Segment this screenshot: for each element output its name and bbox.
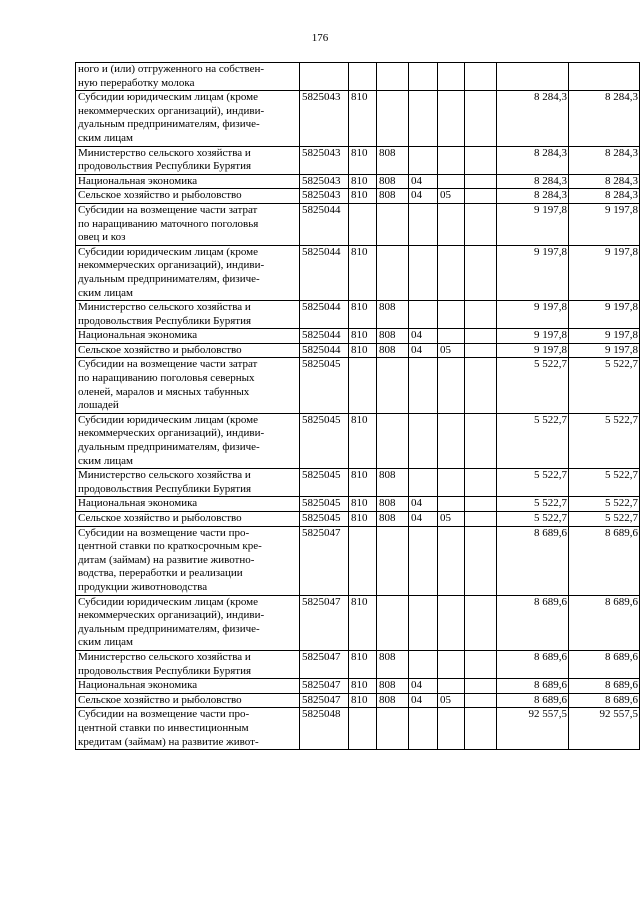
section-cell xyxy=(409,708,438,750)
extra-cell xyxy=(465,595,497,650)
item-name-line: дуальным предпринимателям, физиче- xyxy=(78,272,260,285)
expense-type-cell: 810 xyxy=(349,469,377,497)
item-name-cell xyxy=(76,203,300,245)
target-article-cell: 5825044 xyxy=(300,329,349,344)
item-name-line: овец и коз xyxy=(78,231,126,244)
expense-type-cell xyxy=(349,526,377,595)
item-name-line: ским лицам xyxy=(78,636,133,649)
expense-type-cell xyxy=(349,358,377,413)
subsection-cell xyxy=(438,146,465,174)
ministry-code-cell xyxy=(377,245,409,300)
ministry-code-cell xyxy=(377,203,409,245)
amount-cell: 8 689,6 xyxy=(497,526,569,595)
section-cell: 04 xyxy=(409,189,438,204)
amount-cell: 9 197,8 xyxy=(497,301,569,329)
extra-cell xyxy=(465,526,497,595)
target-article-cell: 5825045 xyxy=(300,413,349,468)
section-cell xyxy=(409,91,438,146)
extra-cell xyxy=(465,693,497,708)
amount-cell: 8 689,6 xyxy=(497,679,569,694)
table-row xyxy=(76,358,640,413)
subsection-cell: 05 xyxy=(438,189,465,204)
target-article-cell: 5825047 xyxy=(300,526,349,595)
ministry-code-cell xyxy=(377,708,409,750)
item-name-cell xyxy=(76,146,300,174)
expense-type-cell: 810 xyxy=(349,146,377,174)
target-article-cell: 5825044 xyxy=(300,301,349,329)
item-name-line: Сельское хозяйство и рыболовство xyxy=(78,343,242,356)
subsection-cell: 05 xyxy=(438,512,465,527)
amount-cell: 8 689,6 xyxy=(497,595,569,650)
item-name-line: некоммерческих организаций), индиви- xyxy=(78,609,265,622)
extra-cell xyxy=(465,679,497,694)
extra-cell xyxy=(465,203,497,245)
amount-total-cell: 9 197,8 xyxy=(569,203,640,245)
ministry-code-cell xyxy=(377,526,409,595)
amount-total-cell: 8 689,6 xyxy=(569,693,640,708)
subsection-cell xyxy=(438,497,465,512)
expense-type-cell xyxy=(349,63,377,91)
ministry-code-cell: 808 xyxy=(377,343,409,358)
item-name-line: дитам (займам) на развитие животно- xyxy=(78,553,255,566)
item-name-cell xyxy=(76,358,300,413)
ministry-code-cell: 808 xyxy=(377,497,409,512)
amount-total-cell: 8 284,3 xyxy=(569,174,640,189)
subsection-cell xyxy=(438,358,465,413)
amount-cell: 9 197,8 xyxy=(497,343,569,358)
target-article-cell: 5825045 xyxy=(300,358,349,413)
subsection-cell: 05 xyxy=(438,693,465,708)
table-row xyxy=(76,595,640,650)
section-cell: 04 xyxy=(409,174,438,189)
item-name-line: Субсидии на возмещение части про- xyxy=(78,526,250,539)
amount-cell: 8 284,3 xyxy=(497,174,569,189)
item-name-cell xyxy=(76,189,300,204)
table-row xyxy=(76,679,640,694)
section-cell xyxy=(409,413,438,468)
expense-type-cell: 810 xyxy=(349,413,377,468)
item-name-line: Национальная экономика xyxy=(78,329,198,342)
amount-total-cell: 8 689,6 xyxy=(569,526,640,595)
table-row xyxy=(76,650,640,678)
item-name-cell xyxy=(76,413,300,468)
ministry-code-cell: 808 xyxy=(377,512,409,527)
subsection-cell xyxy=(438,301,465,329)
item-name-line: Министерство сельского хозяйства и xyxy=(78,146,251,159)
target-article-cell: 5825045 xyxy=(300,497,349,512)
amount-total-cell: 92 557,5 xyxy=(569,708,640,750)
amount-total-cell: 8 689,6 xyxy=(569,595,640,650)
item-name-line: Субсидии на возмещение части затрат xyxy=(78,358,258,371)
ministry-code-cell xyxy=(377,63,409,91)
target-article-cell: 5825044 xyxy=(300,203,349,245)
ministry-code-cell: 808 xyxy=(377,146,409,174)
table-row xyxy=(76,245,640,300)
extra-cell xyxy=(465,469,497,497)
amount-total-cell: 8 284,3 xyxy=(569,189,640,204)
amount-cell: 5 522,7 xyxy=(497,358,569,413)
amount-total-cell xyxy=(569,63,640,91)
amount-total-cell: 9 197,8 xyxy=(569,343,640,358)
extra-cell xyxy=(465,343,497,358)
table-row xyxy=(76,512,640,527)
section-cell xyxy=(409,358,438,413)
section-cell xyxy=(409,146,438,174)
item-name-line: некоммерческих организаций), индиви- xyxy=(78,427,265,440)
amount-total-cell: 9 197,8 xyxy=(569,245,640,300)
item-name-cell xyxy=(76,526,300,595)
table-row xyxy=(76,63,640,91)
ministry-code-cell xyxy=(377,595,409,650)
amount-cell: 5 522,7 xyxy=(497,512,569,527)
extra-cell xyxy=(465,189,497,204)
item-name-line: кредитам (займам) на развитие живот- xyxy=(78,735,259,748)
item-name-cell xyxy=(76,174,300,189)
item-name-line: Министерство сельского хозяйства и xyxy=(78,469,251,482)
item-name-line: Сельское хозяйство и рыболовство xyxy=(78,512,242,524)
item-name-line: водства, переработки и реализации xyxy=(78,567,243,580)
item-name-line: продовольствия Республики Бурятия xyxy=(78,482,252,495)
item-name-cell xyxy=(76,329,300,344)
amount-cell: 9 197,8 xyxy=(497,245,569,300)
item-name-line: центной ставки по инвестиционным xyxy=(78,721,249,734)
extra-cell xyxy=(465,413,497,468)
section-cell xyxy=(409,595,438,650)
section-cell: 04 xyxy=(409,343,438,358)
table-row xyxy=(76,329,640,344)
ministry-code-cell: 808 xyxy=(377,693,409,708)
table-row xyxy=(76,693,640,708)
extra-cell xyxy=(465,91,497,146)
ministry-code-cell: 808 xyxy=(377,329,409,344)
item-name-cell xyxy=(76,469,300,497)
table-body xyxy=(76,63,640,750)
item-name-cell xyxy=(76,245,300,300)
item-name-line: дуальным предпринимателям, физиче- xyxy=(78,441,260,454)
extra-cell xyxy=(465,497,497,512)
target-article-cell: 5825043 xyxy=(300,91,349,146)
section-cell: 04 xyxy=(409,497,438,512)
item-name-line: Субсидии на возмещение части затрат xyxy=(78,203,258,216)
amount-total-cell: 8 284,3 xyxy=(569,91,640,146)
amount-cell: 5 522,7 xyxy=(497,497,569,512)
section-cell xyxy=(409,469,438,497)
expense-type-cell: 810 xyxy=(349,189,377,204)
item-name-line: Субсидии на возмещение части про- xyxy=(78,708,250,721)
item-name-line: лошадей xyxy=(78,399,119,412)
item-name-cell xyxy=(76,595,300,650)
table-row xyxy=(76,174,640,189)
target-article-cell: 5825045 xyxy=(300,469,349,497)
expense-type-cell: 810 xyxy=(349,329,377,344)
item-name-line: Субсидии юридическим лицам (кроме xyxy=(78,413,259,426)
expense-type-cell: 810 xyxy=(349,343,377,358)
item-name-line: Сельское хозяйство и рыболовство xyxy=(78,693,242,706)
ministry-code-cell: 808 xyxy=(377,650,409,678)
subsection-cell xyxy=(438,174,465,189)
item-name-line: ским лицам xyxy=(78,131,133,144)
table-row xyxy=(76,526,640,595)
ministry-code-cell: 808 xyxy=(377,174,409,189)
amount-total-cell: 5 522,7 xyxy=(569,358,640,413)
table-row xyxy=(76,146,640,174)
item-name-line: центной ставки по краткосрочным кре- xyxy=(78,540,262,553)
target-article-cell: 5825047 xyxy=(300,650,349,678)
extra-cell xyxy=(465,174,497,189)
ministry-code-cell xyxy=(377,413,409,468)
table-row xyxy=(76,413,640,468)
expense-type-cell: 810 xyxy=(349,512,377,527)
item-name-cell xyxy=(76,693,300,708)
section-cell: 04 xyxy=(409,693,438,708)
target-article-cell: 5825043 xyxy=(300,174,349,189)
extra-cell xyxy=(465,301,497,329)
table-row xyxy=(76,91,640,146)
item-name-line: ную переработку молока xyxy=(78,76,195,89)
amount-cell: 5 522,7 xyxy=(497,413,569,468)
item-name-line: Национальная экономика xyxy=(78,679,198,692)
item-name-line: Национальная экономика xyxy=(78,497,198,510)
item-name-cell xyxy=(76,512,300,527)
extra-cell xyxy=(465,708,497,750)
target-article-cell: 5825044 xyxy=(300,343,349,358)
item-name-cell xyxy=(76,63,300,91)
ministry-code-cell xyxy=(377,91,409,146)
amount-cell: 9 197,8 xyxy=(497,329,569,344)
subsection-cell xyxy=(438,413,465,468)
item-name-line: ским лицам xyxy=(78,454,133,467)
extra-cell xyxy=(465,512,497,527)
amount-cell: 8 689,6 xyxy=(497,693,569,708)
table-row xyxy=(76,189,640,204)
amount-cell: 8 284,3 xyxy=(497,91,569,146)
amount-total-cell: 5 522,7 xyxy=(569,512,640,527)
extra-cell xyxy=(465,329,497,344)
expense-type-cell: 810 xyxy=(349,693,377,708)
expense-type-cell: 810 xyxy=(349,91,377,146)
subsection-cell xyxy=(438,203,465,245)
extra-cell xyxy=(465,63,497,91)
item-name-line: по наращиванию маточного поголовья xyxy=(78,217,259,230)
amount-total-cell: 5 522,7 xyxy=(569,497,640,512)
section-cell xyxy=(409,650,438,678)
item-name-line: продовольствия Республики Бурятия xyxy=(78,160,252,173)
section-cell xyxy=(409,63,438,91)
item-name-cell xyxy=(76,708,300,750)
subsection-cell xyxy=(438,329,465,344)
section-cell: 04 xyxy=(409,679,438,694)
item-name-line: оленей, маралов и мясных табунных xyxy=(78,385,250,398)
item-name-cell xyxy=(76,650,300,678)
target-article-cell: 5825048 xyxy=(300,708,349,750)
target-article-cell: 5825044 xyxy=(300,245,349,300)
section-cell: 04 xyxy=(409,512,438,527)
subsection-cell xyxy=(438,469,465,497)
expense-type-cell xyxy=(349,203,377,245)
extra-cell xyxy=(465,358,497,413)
expense-type-cell: 810 xyxy=(349,650,377,678)
table-row xyxy=(76,343,640,358)
amount-total-cell: 9 197,8 xyxy=(569,329,640,344)
section-cell xyxy=(409,203,438,245)
item-name-line: ским лицам xyxy=(78,286,133,299)
subsection-cell xyxy=(438,63,465,91)
ministry-code-cell: 808 xyxy=(377,679,409,694)
subsection-cell xyxy=(438,650,465,678)
expense-type-cell: 810 xyxy=(349,301,377,329)
item-name-line: Министерство сельского хозяйства и xyxy=(78,650,251,663)
item-name-cell xyxy=(76,301,300,329)
item-name-cell xyxy=(76,679,300,694)
subsection-cell: 05 xyxy=(438,343,465,358)
ministry-code-cell xyxy=(377,358,409,413)
item-name-line: дуальным предпринимателям, физиче- xyxy=(78,118,260,131)
amount-cell: 8 689,6 xyxy=(497,650,569,678)
item-name-line: продовольствия Республики Бурятия xyxy=(78,664,252,677)
table-row xyxy=(76,469,640,497)
amount-cell: 8 284,3 xyxy=(497,146,569,174)
item-name-line: Субсидии юридическим лицам (кроме xyxy=(78,245,259,258)
item-name-line: Сельское хозяйство и рыболовство xyxy=(78,189,242,202)
item-name-cell xyxy=(76,497,300,512)
expense-type-cell: 810 xyxy=(349,497,377,512)
target-article-cell: 5825043 xyxy=(300,146,349,174)
ministry-code-cell: 808 xyxy=(377,189,409,204)
item-name-line: Министерство сельского хозяйства и xyxy=(78,301,251,314)
subsection-cell xyxy=(438,526,465,595)
amount-total-cell: 5 522,7 xyxy=(569,413,640,468)
amount-total-cell: 9 197,8 xyxy=(569,301,640,329)
section-cell: 04 xyxy=(409,329,438,344)
target-article-cell xyxy=(300,63,349,91)
expense-type-cell: 810 xyxy=(349,245,377,300)
extra-cell xyxy=(465,146,497,174)
amount-cell xyxy=(497,63,569,91)
amount-total-cell: 8 689,6 xyxy=(569,650,640,678)
table-row xyxy=(76,301,640,329)
item-name-line: Национальная экономика xyxy=(78,174,198,187)
item-name-line: Субсидии юридическим лицам (кроме xyxy=(78,91,259,104)
section-cell xyxy=(409,245,438,300)
ministry-code-cell: 808 xyxy=(377,301,409,329)
target-article-cell: 5825043 xyxy=(300,189,349,204)
amount-total-cell: 8 284,3 xyxy=(569,146,640,174)
extra-cell xyxy=(465,650,497,678)
target-article-cell: 5825047 xyxy=(300,693,349,708)
item-name-line: по наращиванию поголовья северных xyxy=(78,372,255,385)
item-name-cell xyxy=(76,91,300,146)
subsection-cell xyxy=(438,708,465,750)
expense-type-cell: 810 xyxy=(349,595,377,650)
item-name-line: некоммерческих организаций), индиви- xyxy=(78,104,265,117)
expense-type-cell: 810 xyxy=(349,679,377,694)
section-cell xyxy=(409,301,438,329)
table-row xyxy=(76,497,640,512)
amount-total-cell: 5 522,7 xyxy=(569,469,640,497)
amount-cell: 9 197,8 xyxy=(497,203,569,245)
subsection-cell xyxy=(438,245,465,300)
target-article-cell: 5825047 xyxy=(300,595,349,650)
extra-cell xyxy=(465,245,497,300)
target-article-cell: 5825045 xyxy=(300,512,349,527)
item-name-line: продукции животноводства xyxy=(78,580,208,593)
expense-type-cell: 810 xyxy=(349,174,377,189)
subsection-cell xyxy=(438,91,465,146)
subsection-cell xyxy=(438,595,465,650)
item-name-line: Субсидии юридическим лицам (кроме xyxy=(78,595,259,608)
item-name-line: продовольствия Республики Бурятия xyxy=(78,314,252,327)
item-name-line: некоммерческих организаций), индиви- xyxy=(78,259,265,272)
item-name-line: дуальным предпринимателям, физиче- xyxy=(78,622,260,635)
item-name-cell xyxy=(76,343,300,358)
subsection-cell xyxy=(438,679,465,694)
table-row xyxy=(76,203,640,245)
budget-table xyxy=(75,62,640,750)
page-number: 176 xyxy=(311,32,329,44)
amount-cell: 8 284,3 xyxy=(497,189,569,204)
expense-type-cell xyxy=(349,708,377,750)
ministry-code-cell: 808 xyxy=(377,469,409,497)
amount-cell: 5 522,7 xyxy=(497,469,569,497)
section-cell xyxy=(409,526,438,595)
amount-cell: 92 557,5 xyxy=(497,708,569,750)
amount-total-cell: 8 689,6 xyxy=(569,679,640,694)
table-row xyxy=(76,708,640,750)
item-name-line: ного и (или) отгруженного на собствен- xyxy=(78,63,265,75)
target-article-cell: 5825047 xyxy=(300,679,349,694)
